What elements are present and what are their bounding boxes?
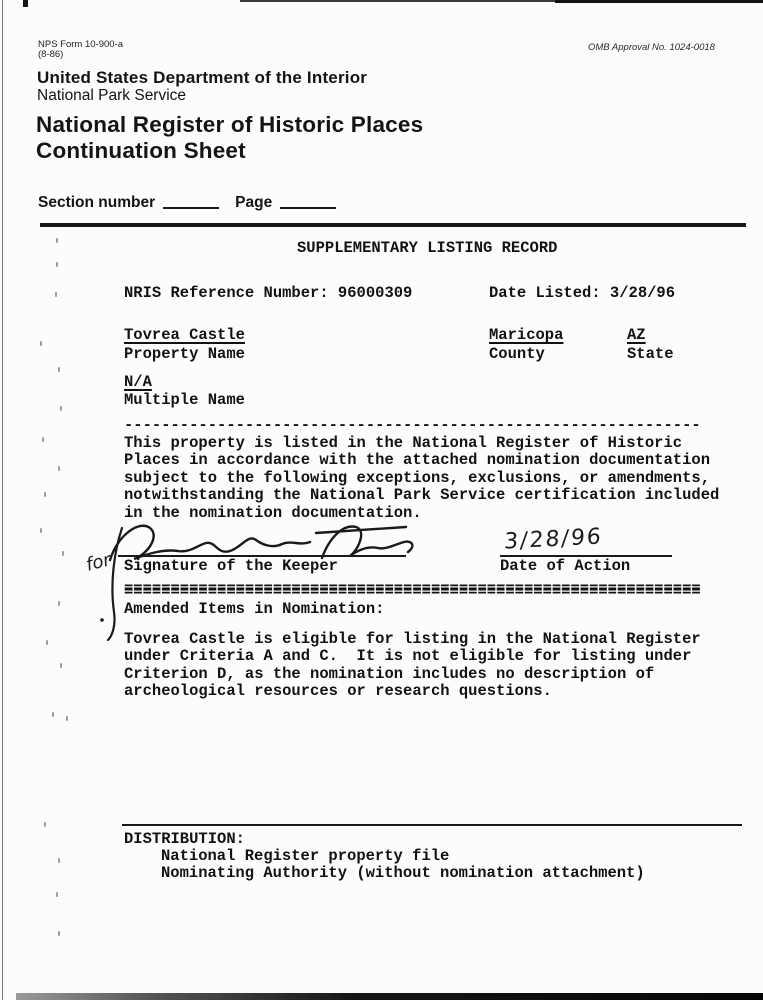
certification-line: notwithstanding the National Park Service certification included bbox=[124, 486, 720, 505]
certification-line: Places in accordance with the attached nomination documentation bbox=[124, 451, 710, 470]
county-label: County bbox=[489, 345, 545, 363]
scan-mark-top-left bbox=[23, 0, 28, 7]
scan-speck bbox=[55, 292, 57, 297]
distribution-item: National Register property file bbox=[161, 847, 450, 865]
scan-edge-top-right bbox=[555, 0, 763, 3]
amended-line: Tovrea Castle is eligible for listing in the National Register bbox=[124, 630, 701, 648]
scan-speck bbox=[56, 892, 58, 897]
date-of-action-handwritten: 3/28/96 bbox=[503, 524, 604, 555]
form-revision: (8-86) bbox=[38, 49, 64, 60]
document-title bbox=[36, 112, 423, 164]
page-label: Page bbox=[235, 194, 273, 211]
department-title: United States Department of the Interior bbox=[37, 68, 368, 87]
signature-for-text: for bbox=[83, 549, 113, 576]
distribution-item: Nominating Authority (without nomination attachment) bbox=[161, 864, 645, 882]
document-title-line1: National Register of Historic Places bbox=[36, 112, 424, 137]
scan-speck bbox=[44, 822, 46, 827]
certification-line: This property is listed in the National Register of Historic bbox=[124, 434, 683, 452]
scan-speck bbox=[56, 262, 58, 267]
distribution-heading: DISTRIBUTION: bbox=[124, 830, 245, 848]
state-label: State bbox=[627, 345, 674, 363]
header-divider-rule bbox=[40, 223, 746, 227]
agency-title: National Park Service bbox=[37, 87, 187, 104]
certification-paragraph bbox=[124, 435, 719, 522]
scan-speck bbox=[56, 238, 58, 243]
double-divider: ============================================================== bbox=[124, 580, 701, 598]
section-page-row bbox=[38, 194, 336, 212]
amended-items-heading: Amended Items in Nomination: bbox=[124, 600, 385, 618]
county-value: Maricopa bbox=[489, 326, 564, 344]
scan-speck bbox=[40, 528, 42, 533]
document-title-line2: Continuation Sheet bbox=[36, 138, 246, 163]
scan-speck bbox=[40, 341, 42, 346]
record-heading: SUPPLEMENTARY LISTING RECORD bbox=[297, 239, 558, 257]
amended-line: archeological resources or research questions. bbox=[124, 682, 552, 701]
signature-label: Signature of the Keeper bbox=[124, 557, 338, 575]
certification-line: in the nomination documentation. bbox=[124, 503, 422, 522]
property-name-label: Property Name bbox=[124, 345, 245, 363]
page-field[interactable] bbox=[280, 206, 336, 209]
scan-speck bbox=[58, 858, 60, 863]
amended-line: Criterion D, as the nomination includes no description of bbox=[124, 664, 655, 683]
section-number-label: Section number bbox=[38, 194, 156, 211]
scan-speck bbox=[62, 551, 64, 556]
date-of-action-label: Date of Action bbox=[500, 557, 631, 575]
amended-line: under Criteria A and C. It is not eligible for listing under bbox=[124, 647, 692, 666]
scan-speck bbox=[46, 640, 48, 645]
scan-speck bbox=[60, 663, 62, 668]
scan-speck bbox=[58, 601, 60, 606]
distribution-rule bbox=[122, 824, 742, 826]
scan-speck bbox=[58, 367, 60, 372]
form-number: NPS Form 10-900-a bbox=[38, 39, 124, 50]
date-listed: Date Listed: 3/28/96 bbox=[489, 284, 676, 302]
scan-speck bbox=[66, 716, 68, 721]
scan-edge-left bbox=[2, 0, 3, 1000]
section-number-field[interactable] bbox=[163, 206, 219, 209]
nris-reference: NRIS Reference Number: 96000309 bbox=[124, 284, 413, 302]
scan-speck bbox=[42, 437, 44, 442]
multiple-name-value: N/A bbox=[124, 373, 152, 391]
dashed-divider: -------------------------------------------------------------- bbox=[124, 416, 701, 434]
certification-line: subject to the following exceptions, exclusions, or amendments, bbox=[124, 468, 710, 487]
property-name-value: Tovrea Castle bbox=[124, 326, 245, 344]
scan-speck bbox=[44, 492, 46, 497]
scan-speck bbox=[58, 931, 60, 936]
scan-speck bbox=[60, 406, 62, 411]
scan-speck bbox=[58, 466, 60, 471]
multiple-name-label: Multiple Name bbox=[124, 391, 245, 409]
scan-speck bbox=[52, 712, 54, 717]
omb-approval: OMB Approval No. 1024-0018 bbox=[588, 42, 715, 53]
scan-edge-bottom bbox=[16, 993, 763, 1000]
amended-items-paragraph bbox=[124, 631, 701, 701]
state-value: AZ bbox=[627, 326, 646, 344]
